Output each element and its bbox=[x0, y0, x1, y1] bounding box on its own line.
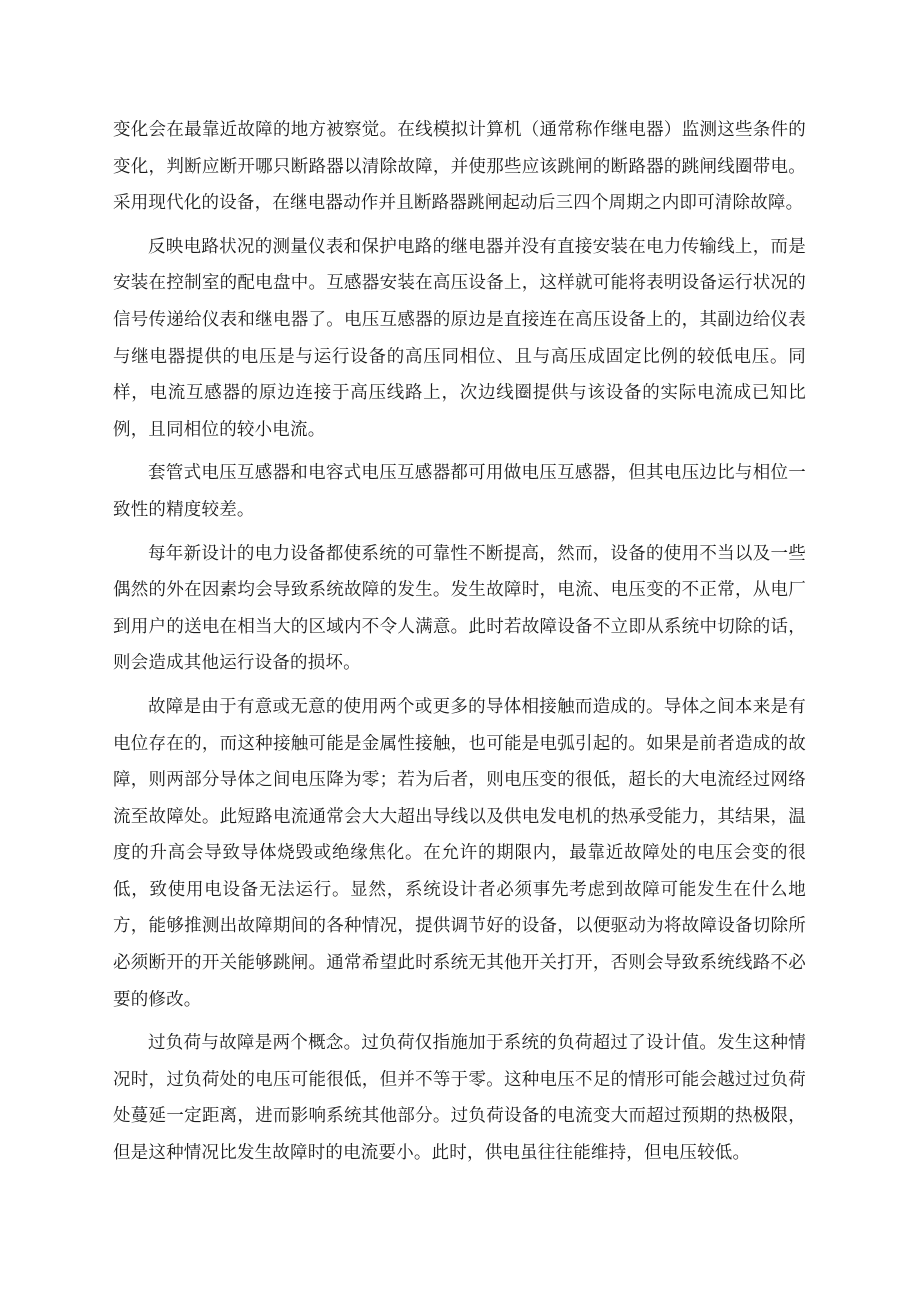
paragraph-fault-definition: 故障是由于有意或无意的使用两个或更多的导体相接触而造成的。导体之间本来是有电位存在的，而这种接触可能是金属性接触，也可能是电弧引起的。如果是前者造成的故障，则两部分导体之间电压降为零；若为后者，则电压变的很低，超长的大电流经过网络流至故障处。此短路电流通常会大大超出导线以及供电发电机的热承受能力，其结果，温度的升高会导致导体烧毁或绝缘焦化。在允许的期限内，最靠近故障处的电压会变的很低，致使用电设备无法运行。显然，系统设计者必须事先考虑到故障可能发生在什么地方，能够推测出故障期间的各种情况，提供调节好的设备，以便驱动为将故障设备切除所必须断开的开关能够跳闸。通常希望此时系统无其他开关打开，否则会导致系统线路不必要的修改。 bbox=[113, 696, 806, 1010]
paragraph-continuation: 变化会在最靠近故障的地方被察觉。在线模拟计算机（通常称作继电器）监测这些条件的变化，判断应断开哪只断路器以清除故障，并使那些应该跳闸的断路器的跳闸线圈带电。采用现代化的设备，在继电器动作并且断路器跳闸起动后三四个周期之内即可清除故障。 bbox=[113, 120, 806, 214]
paragraph-overload-vs-fault: 过负荷与故障是两个概念。过负荷仅指施加于系统的负荷超过了设计值。发生这种情况时，过负荷处的电压可能很低，但并不等于零。这种电压不足的情形可能会越过过负荷处蔓延一定距离，进而影响系统其他部分。过负荷设备的电流变大而超过预期的热极限，但是这种情况比发生故障时的电流要小。此时，供电虽往往能维持，但电压较低。 bbox=[113, 1033, 806, 1164]
document-body bbox=[113, 112, 806, 1179]
paragraph-bushing-capacitor-transformers: 套管式电压互感器和电容式电压互感器都可用做电压互感器，但其电压边比与相位一致性的精度较差。 bbox=[113, 463, 806, 520]
paragraph-system-reliability: 每年新设计的电力设备都使系统的可靠性不断提高，然而，设备的使用不当以及一些偶然的外在因素均会导致系统故障的发生。发生故障时，电流、电压变的不正常，从电厂到用户的送电在相当大的区域内不令人满意。此时若故障设备不立即从系统中切除的话，则会造成其他运行设备的损坏。 bbox=[113, 543, 806, 674]
paragraph-instrument-transformers: 反映电路状况的测量仪表和保护电路的继电器并没有直接安装在电力传输线上，而是安装在控制室的配电盘中。互感器安装在高压设备上，这样就可能将表明设备运行状况的信号传递给仪表和继电器了。电压互感器的原边是直接连在高压设备上的，其副边给仪表与继电器提供的电压是与运行设备的高压同相位、且与高压成固定比例的较低电压。同样，电流互感器的原边连接于高压线路上，次边线圈提供与该设备的实际电流成已知比例，且同相位的较小电流。 bbox=[113, 236, 806, 440]
